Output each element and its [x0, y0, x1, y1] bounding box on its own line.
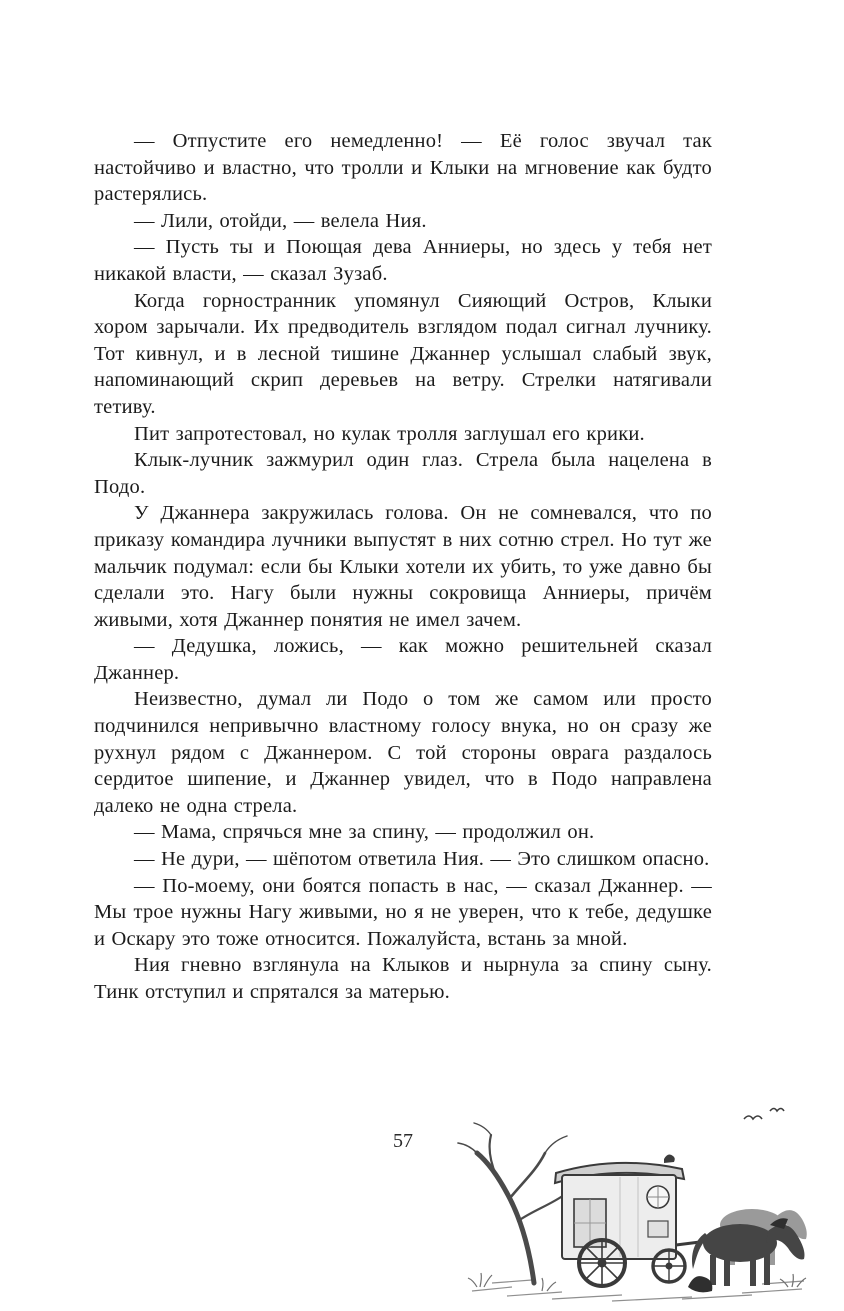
text-block	[94, 128, 712, 1006]
paragraph: Неизвестно, думал ли Подо о том же самом или просто подчинился непривычно властному голосу внука, но он сразу же рухнул рядом с Джаннером. С той стороны оврага раздалось сердитое шипение, и Джаннер увидел, что в Подо направлена далеко не одна стрела.	[94, 688, 712, 817]
paragraph: — Пусть ты и Поющая дева Анниеры, но здесь у тебя нет никакой власти, — сказал Зузаб.	[94, 236, 712, 285]
paragraph: — Не дури, — шёпотом ответила Ния. — Это слишком опасно.	[134, 848, 710, 871]
page-number: 57	[393, 1130, 413, 1152]
paragraph: Клык-лучник зажмурил один глаз. Стрела была нацелена в Подо.	[94, 449, 712, 498]
paragraph: — По-моему, они боятся попасть в нас, — сказал Джаннер. — Мы трое нужны Нагу живыми, но я не уверен, что к тебе, дедушке и Оскару это тоже относится. Пожалуйста, встань за мной.	[94, 874, 712, 950]
paragraph: — Лили, отойди, — велела Ния.	[134, 209, 427, 232]
paragraph: Пит запротестовал, но кулак тролля заглушал его крики.	[134, 422, 645, 445]
wagon-wheel	[579, 1240, 625, 1286]
paragraph: — Мама, спрячься мне за спину, — продолжил он.	[134, 821, 595, 844]
bird-icon	[744, 1109, 784, 1120]
perched-bird-icon	[664, 1155, 675, 1163]
paragraph: Ния гневно взглянула на Клыков и нырнула за спину сыну. Тинк отступил и спрятался за матерью.	[94, 954, 712, 1003]
wagon	[555, 1155, 708, 1286]
paragraph: У Джаннера закружилась голова. Он не сомневался, что по приказу командира лучники выпустят в них сотню стрел. Но тут же мальчик подумал: если бы Клыки хотели их убить, то уже давно бы сделали это. Нагу были нужны сокровища Анниеры, причём живыми, хотя Джаннер понятия не имел зачем.	[94, 502, 712, 631]
horse	[692, 1218, 804, 1286]
paragraph: — Дедушка, ложись, — как можно решительней сказал Джаннер.	[94, 635, 712, 684]
shrub	[688, 1276, 712, 1292]
wagon-illustration	[452, 1103, 817, 1305]
paragraph: — Отпустите его немедленно! — Её голос звучал так настойчиво и властно, что тролли и Клыки на мгновение как будто растерялись.	[94, 130, 712, 206]
paragraph: Когда горностранник упомянул Сияющий Остров, Клыки хором зарычали. Их предводитель взглядом подал сигнал лучнику. Тот кивнул, и в лесной тишине Джаннер услышал слабый звук, напоминающий скрип деревьев на ветру. Стрелки натягивали тетиву.	[94, 289, 712, 418]
wagon-front-wheel	[653, 1250, 685, 1282]
